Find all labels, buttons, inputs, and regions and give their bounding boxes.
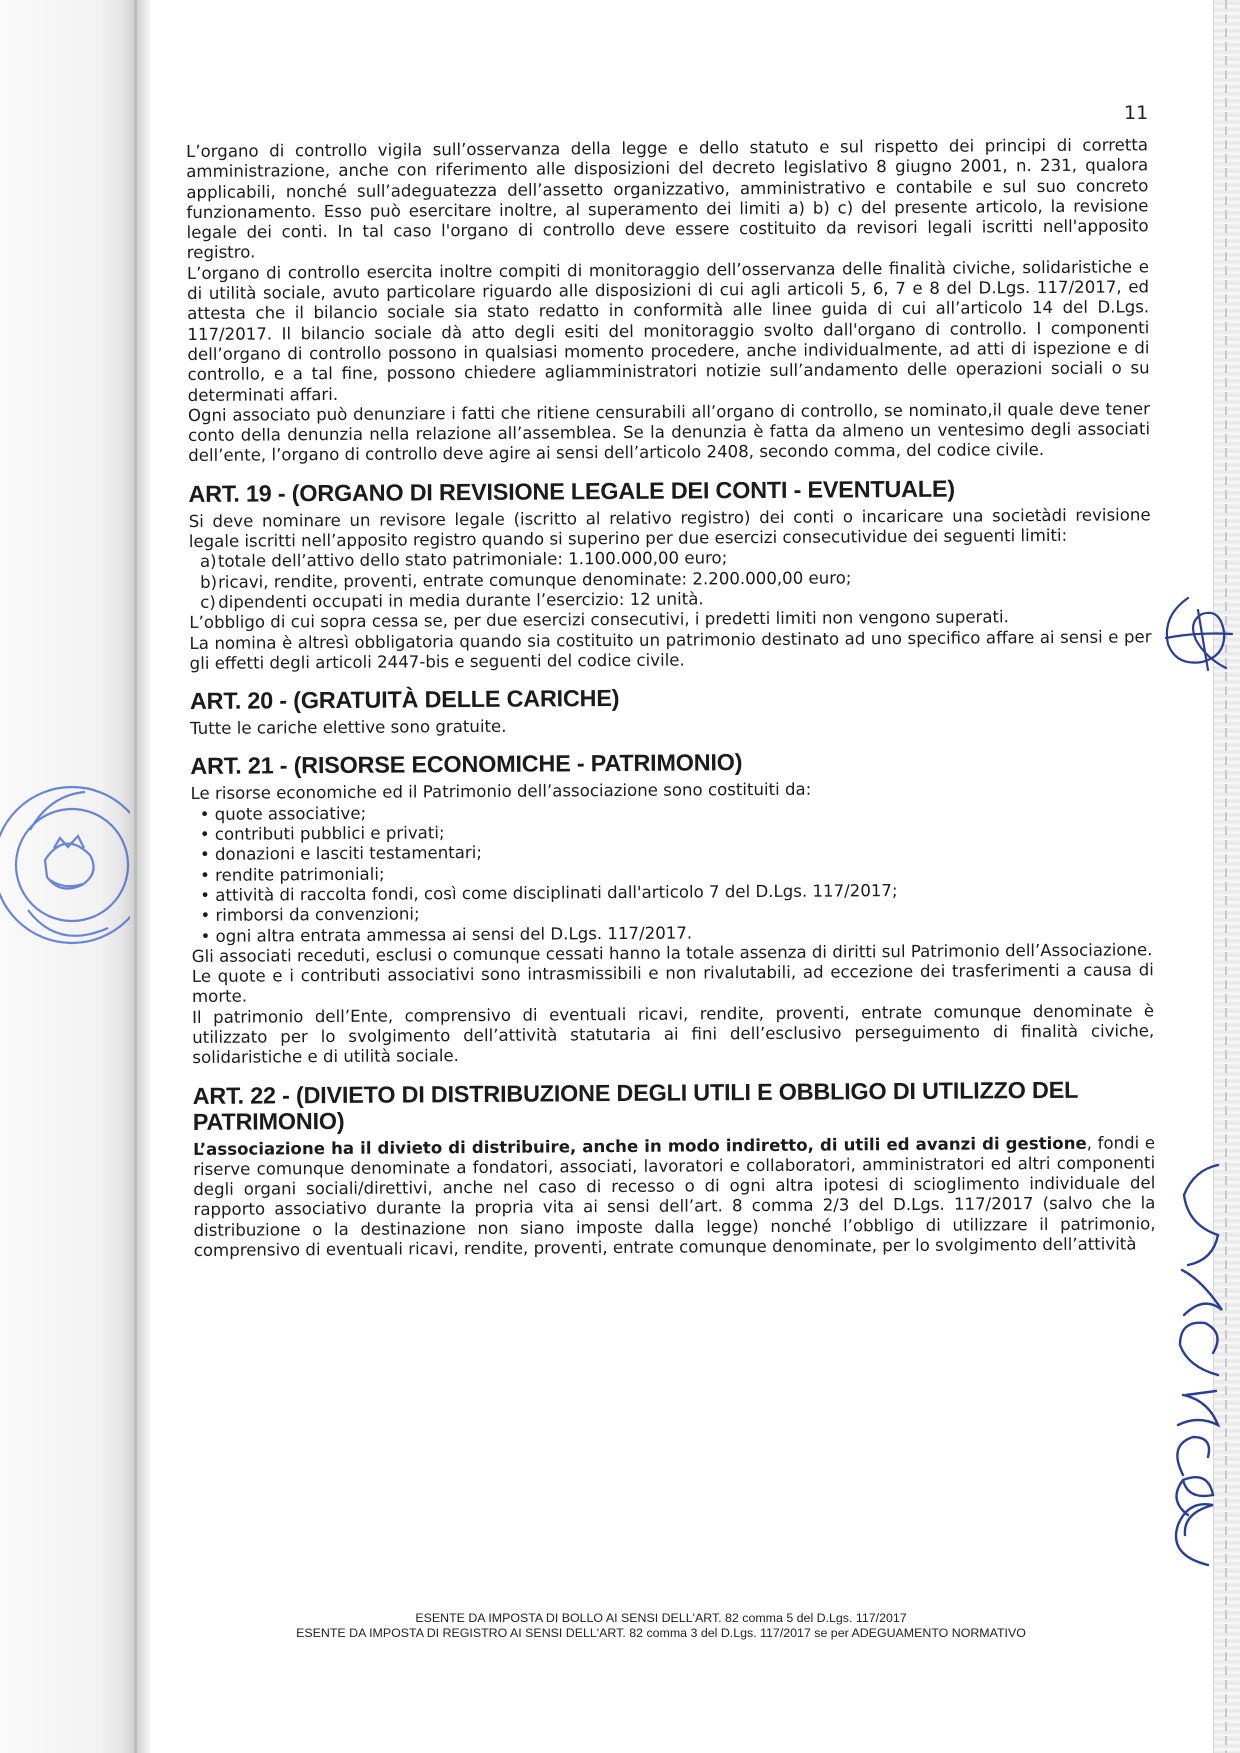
list-item-text: attività di raccolta fondi, così come disciplinati dall'articolo 7 del D.Lgs. 117/2017;: [215, 880, 898, 905]
list-item-text: ogni altra entrata ammessa ai sensi del D.Lgs. 117/2017.: [215, 922, 693, 946]
list-item-text: donazioni e lasciti testamentari;: [214, 843, 482, 865]
bullet-icon: •: [200, 885, 211, 905]
page-fold-shadow: [134, 0, 137, 1753]
list-item-text: rendite patrimoniali;: [215, 864, 385, 885]
art22-bold-lead: L’associazione ha il divieto di distribuire, anche in modo indiretto, di utili ed avanzi di gestione: [192, 1133, 1087, 1159]
art21-paragraph-3: Il patrimonio dell’Ente, comprensivo di eventuali ricavi, rendite, proventi, entrate comunque denominate è utilizzato per lo svolgimento dell’attività statutaria ai fini dell’esclusivo perseguimento di finalità civiche, solidaristiche e di utilità sociale.: [192, 1000, 1155, 1068]
limit-text: dipendenti occupati in media durante l’esercizio: 12 unità.: [218, 589, 704, 612]
list-item-text: rimborsi da convenzioni;: [215, 904, 420, 926]
limit-text: totale dell’attivo dello stato patrimoniale: 1.100.000,00 euro;: [217, 548, 728, 572]
document-body: [186, 135, 1156, 1261]
limit-marker: c): [200, 592, 216, 612]
limit-marker: b): [200, 572, 218, 592]
bullet-icon: •: [200, 926, 211, 946]
art21-paragraph-2: Le quote e i contributi associativi sono intrasmissibili e non rivalutabili, ad eccezione dei trasferimenti a causa di morte.: [191, 960, 1154, 1007]
art22-paragraph: [193, 1133, 1156, 1261]
art19-intro: Si deve nominare un revisore legale (iscritto al relativo registro) dei conti o incaricare una societàdi revisione legale iscritti nell’apposito registro quando si superino per due esercizi consecutividue dei seguenti limiti:: [188, 505, 1151, 552]
limit-marker: a): [199, 552, 217, 572]
art19-paragraph-last: La nomina è altresì obbligatoria quando sia costituito un patrimonio destinato ad uno specifico affare ai sensi e per gli effetti degli articoli 2447-bis e seguenti del codice civile.: [189, 626, 1152, 673]
bullet-icon: •: [200, 865, 210, 885]
art18-paragraph-2: L’organo di controllo esercita inoltre compiti di monitoraggio dell’osservanza delle finalità civiche, solidaristiche e di utilità sociale, avuto particolare riguardo alle disposizioni di cui agli articoli 5, 6, 7 e 8 del D.Lgs. 117/2017, ed attesta che il bilancio sociale sia stato redatto in conformità alle linee guida di cui all’articolo 14 del D.Lgs. 117/2017. Il bilancio sociale dà atto degli esiti del monitoraggio svolto dall'organo di controllo. I componenti dell’organo di controllo possono in qualsiasi momento procedere, anche individualmente, ad atti di ispezione e di controllo, e a tal fine, possono chiedere agliamministratori notizie sull’andamento delle operazioni sociali o su determinati affari.: [186, 257, 1150, 405]
bullet-icon: •: [199, 804, 210, 824]
tax-exemption-footer: [186, 1611, 1136, 1641]
list-item-text: quote associative;: [214, 803, 367, 824]
art19-limits-list: [189, 546, 1151, 614]
list-item-text: contributi pubblici e privati;: [214, 823, 445, 844]
art21-paragraph-1: Gli associati receduti, esclusi o comunque cessati hanno la totale assenza di diritti sul Patrimonio dell’Associazione.: [191, 940, 1153, 966]
page-number: 11: [1124, 102, 1149, 124]
art21-heading: ART. 21 - (RISORSE ECONOMICHE - PATRIMONIO): [190, 749, 743, 780]
art22-text: , fondi e riserve comunque denominate a fondatori, associati, lavoratori e collaboratori, amministratori ed altri componenti degli organi sociali/direttivi, anche nel caso di recesso o di ogni altra ipotesi di scioglimento individuale del rapporto associativo durante la propria vita ai sensi dell’art. 8 comma 2/3 del D.Lgs. 117/2017 (salvo che la distribuzione o la destinazione non siano imposte dalla legge) nonché l’obbligo di utilizzare il patrimonio, comprensivo di eventuali ricavi, rendite, proventi, entrate comunque denominate, per lo svolgimento dell’attività: [193, 1132, 1156, 1261]
art22-heading: ART. 22 - (DIVIETO DI DISTRIBUZIONE DEGLI UTILI E OBBLIGO DI UTILIZZO DEL PATRIMONIO): [192, 1076, 1078, 1135]
signature-mark-top-icon: [1158, 590, 1240, 680]
art19-heading: ART. 19 - (ORGANO DI REVISIONE LEGALE DEI CONTI - EVENTUALE): [188, 475, 955, 507]
art18-paragraph-1: L’organo di controllo vigila sull’osservanza della legge e dello statuto e sul rispetto dei principi di corretta amministrazione, anche con riferimento alle disposizioni del decreto legislativo 8 giugno 2001, n. 231, qualora applicabili, nonché sull’adeguatezza dell’assetto organizzativo, amministrativo e contabile e sul suo concreto funzionamento. Esso può esercitare inoltre, al superamento dei limiti a) b) c) del presente articolo, la revisione legale dei conti. In tal caso l'organo di controllo deve essere costituito da revisori legali iscritti nell'apposito registro.: [186, 135, 1149, 263]
footer-line-1: ESENTE DA IMPOSTA DI BOLLO AI SENSI DELL'ART. 82 comma 5 del D.Lgs. 117/2017: [415, 1611, 907, 1625]
footer-line-2: ESENTE DA IMPOSTA DI REGISTRO AI SENSI DELL'ART. 82 comma 3 del D.Lgs. 117/2017 se per ADEGUAMENTO NORMATIVO: [296, 1626, 1026, 1640]
art18-paragraph-3: Ogni associato può denunziare i fatti che ritiene censurabili all’organo di controllo, se nominato,il quale deve tener conto della denunzia nella relazione all’assemblea. Se la denunzia è fatta da almeno un ventesimo degli associati dell’ente, l’organo di controllo deve agire ai sensi dell’articolo 2408, secondo comma, del codice civile.: [187, 399, 1151, 466]
art19-paragraph-after: L’obbligo di cui sopra cessa se, per due esercizi consecutivi, i predetti limiti non vengono superati.: [189, 607, 1009, 633]
bullet-icon: •: [200, 906, 211, 926]
handwritten-signature-icon: [1148, 1155, 1240, 1575]
art21-intro: Le risorse economiche ed il Patrimonio dell’associazione sono costituiti da:: [190, 780, 812, 804]
art20-heading: ART. 20 - (GRATUITÀ DELLE CARICHE): [189, 685, 620, 715]
art20-text: Tutte le cariche elettive sono gratuite.: [190, 716, 507, 739]
limit-text: ricavi, rendite, proventi, entrate comunque denominate: 2.200.000,00 euro;: [218, 568, 852, 592]
bullet-icon: •: [199, 845, 210, 865]
association-stamp-icon: [0, 760, 130, 980]
art21-resources-list: [191, 798, 1154, 947]
bullet-icon: •: [199, 824, 210, 844]
